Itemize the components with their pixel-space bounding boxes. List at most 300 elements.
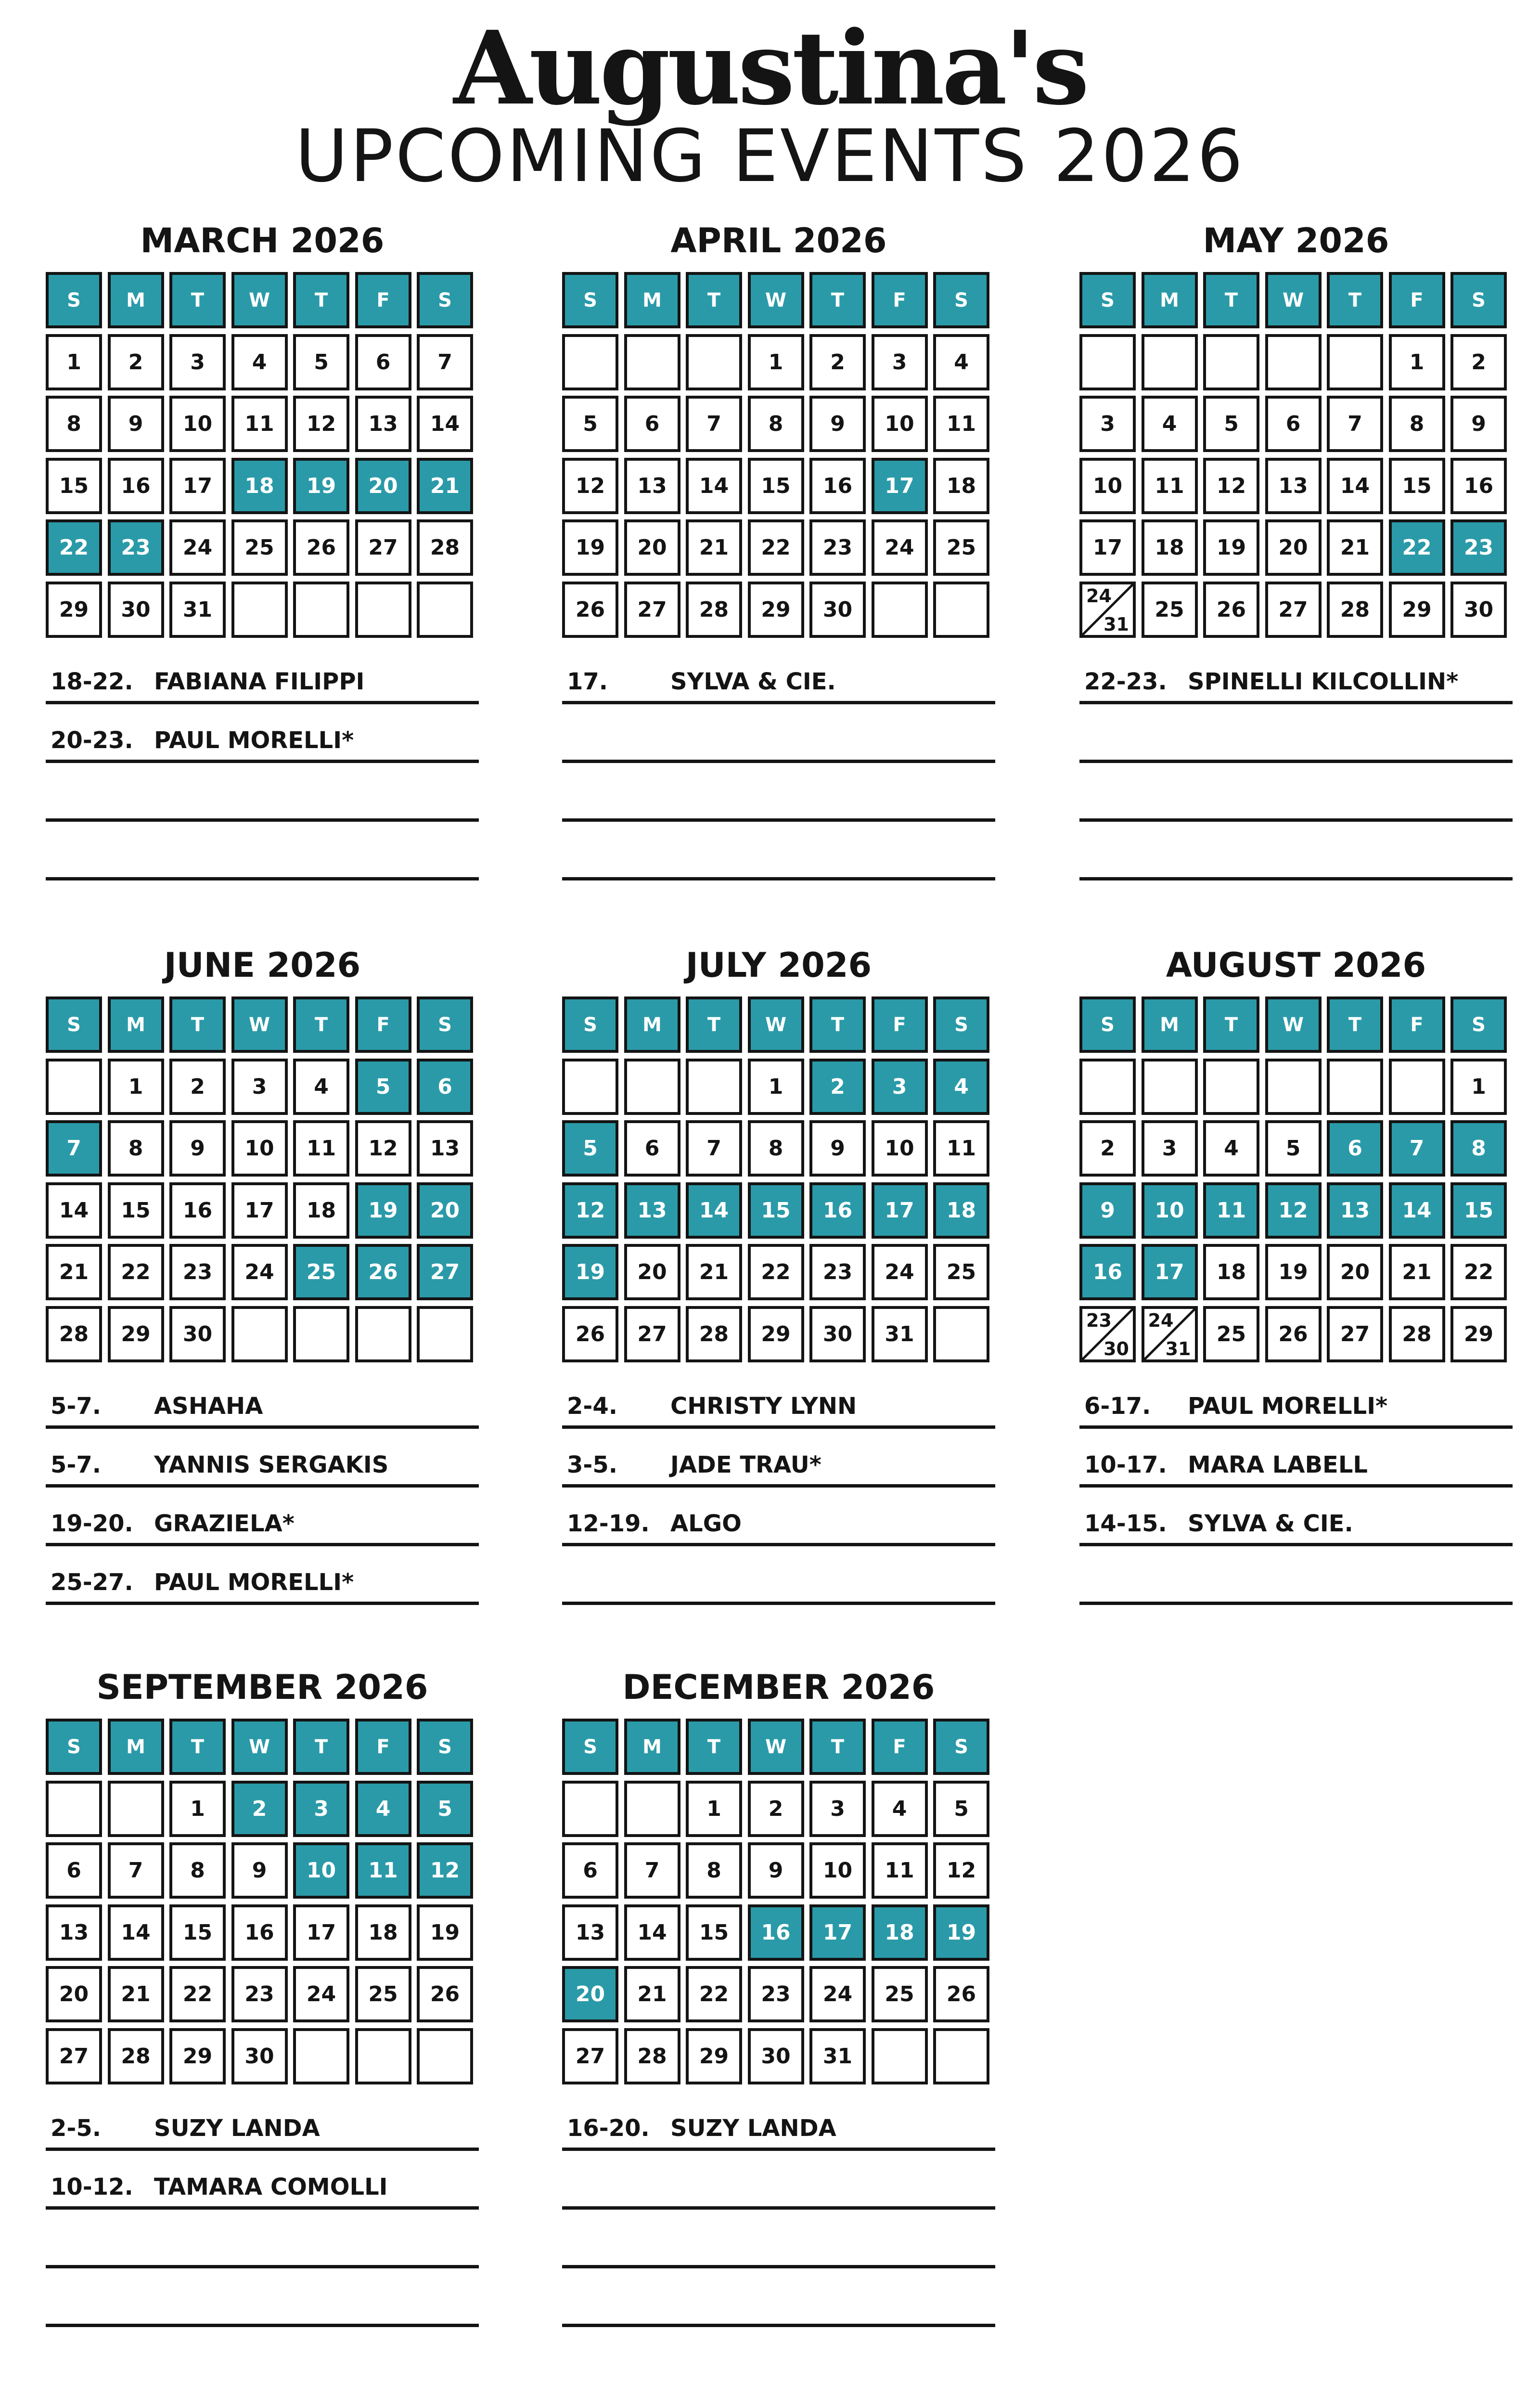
event-dates: 2-4. [567,1393,617,1420]
event-rule [46,1602,479,1605]
calendar-day[interactable]: 27 [355,519,411,576]
event-name: PAUL MORELLI* [154,727,354,754]
calendar-day[interactable]: 2 [169,1059,226,1115]
calendar-day[interactable]: 7 [624,1842,680,1899]
calendar-day[interactable]: 30 [809,1306,866,1362]
calendar-day[interactable]: 30 [108,582,164,638]
calendar-day[interactable]: 6 [1265,396,1322,452]
month-title: JUNE 2026 [164,945,361,985]
calendar-day[interactable]: 12 [417,1842,473,1899]
calendar-day[interactable]: 29 [108,1306,164,1362]
weekday-header: T [809,996,866,1053]
calendar-day[interactable]: 3 [1142,1120,1198,1177]
calendar-day[interactable]: 13 [1265,458,1322,514]
calendar-day[interactable]: 12 [562,458,618,514]
calendar-day[interactable]: 8 [686,1842,742,1899]
calendar-day[interactable]: 19 [355,1182,411,1239]
calendar-day[interactable]: 6 [46,1842,102,1899]
calendar-day[interactable]: 20 [46,1966,102,2022]
calendar-day[interactable]: 24 [231,1244,288,1300]
calendar-day[interactable]: 14 [417,396,473,452]
calendar-day[interactable]: 26 [293,519,349,576]
weekday-header: M [1142,996,1198,1053]
calendar-day[interactable]: 15 [169,1904,226,1961]
calendar-day[interactable]: 20 [1327,1244,1383,1300]
calendar-day-split[interactable] [1142,1306,1198,1362]
calendar-day[interactable]: 8 [108,1120,164,1177]
calendar-day[interactable]: 7 [1327,396,1383,452]
event-name: PAUL MORELLI* [154,1569,354,1596]
calendar-day[interactable]: 13 [1327,1182,1383,1239]
calendar-day[interactable]: 1 [46,334,102,390]
calendar-day[interactable]: 31 [809,2028,866,2084]
calendar-day[interactable]: 23 [108,519,164,576]
weekday-header: T [293,1719,349,1775]
calendar-day[interactable]: 12 [1203,458,1259,514]
calendar-day[interactable]: 22 [1450,1244,1507,1300]
event-rule [562,2206,995,2210]
weekday-header: T [686,996,742,1053]
weekday-header: S [46,272,102,328]
calendar-day-empty [46,1781,102,1837]
calendar-day[interactable]: 13 [624,1182,680,1239]
calendar-day[interactable]: 21 [624,1966,680,2022]
calendar-day-split[interactable] [1079,582,1136,638]
calendar-day[interactable]: 28 [417,519,473,576]
calendar-day[interactable]: 3 [169,334,226,390]
event-dates: 12-19. [567,1510,650,1537]
calendar-day[interactable]: 16 [809,1182,866,1239]
calendar-day[interactable]: 3 [872,334,928,390]
calendar-day[interactable]: 11 [355,1842,411,1899]
calendar-day[interactable]: 25 [355,1966,411,2022]
calendar-day[interactable]: 15 [46,458,102,514]
calendar-day[interactable]: 17 [169,458,226,514]
calendar-day[interactable]: 28 [1327,582,1383,638]
calendar-day[interactable]: 18 [293,1182,349,1239]
calendar-day[interactable]: 15 [748,458,804,514]
calendar-day[interactable]: 1 [1389,334,1445,390]
calendar-day[interactable]: 18 [933,458,989,514]
calendar-day[interactable]: 7 [686,396,742,452]
calendar-day[interactable]: 26 [562,1306,618,1362]
calendar-day[interactable]: 23 [169,1244,226,1300]
calendar-day[interactable]: 29 [1450,1306,1507,1362]
calendar-day[interactable]: 16 [809,458,866,514]
calendar-day[interactable]: 3 [872,1059,928,1115]
calendar-day[interactable]: 28 [46,1306,102,1362]
event-dates: 6-17. [1084,1393,1151,1420]
calendar-day[interactable]: 12 [1265,1182,1322,1239]
calendar-day[interactable]: 5 [1265,1120,1322,1177]
calendar-day[interactable]: 22 [108,1244,164,1300]
weekday-header: T [169,996,226,1053]
calendar-day[interactable]: 27 [1327,1306,1383,1362]
calendar-day[interactable]: 15 [686,1904,742,1961]
calendar-day[interactable]: 27 [46,2028,102,2084]
calendar-day[interactable]: 11 [293,1120,349,1177]
calendar-day[interactable]: 15 [108,1182,164,1239]
calendar-day[interactable]: 8 [1450,1120,1507,1177]
calendar-day[interactable]: 6 [562,1842,618,1899]
calendar-day[interactable]: 10 [872,396,928,452]
event-name: MARA LABELL [1188,1451,1368,1478]
calendar-day[interactable]: 19 [293,458,349,514]
calendar-day[interactable]: 18 [1203,1244,1259,1300]
calendar-day[interactable]: 19 [417,1904,473,1961]
calendar-day[interactable]: 4 [933,334,989,390]
calendar-day[interactable]: 4 [1142,396,1198,452]
event-rule [562,701,995,704]
calendar-day[interactable]: 17 [872,1182,928,1239]
calendar-day[interactable]: 21 [108,1966,164,2022]
calendar-day[interactable]: 17 [293,1904,349,1961]
event-rule [1079,818,1513,822]
calendar-day-empty [355,582,411,638]
calendar-day[interactable]: 23 [809,519,866,576]
calendar-day[interactable]: 10 [872,1120,928,1177]
calendar-day[interactable]: 25 [1203,1306,1259,1362]
calendar-day[interactable]: 22 [1389,519,1445,576]
calendar-day[interactable]: 11 [933,396,989,452]
calendar-day[interactable]: 17 [872,458,928,514]
calendar-day[interactable]: 28 [686,582,742,638]
event-name: SUZY LANDA [670,2115,836,2142]
calendar-day[interactable]: 25 [231,519,288,576]
calendar-day[interactable]: 16 [231,1904,288,1961]
calendar-day[interactable]: 14 [46,1182,102,1239]
calendar-day[interactable]: 29 [686,2028,742,2084]
calendar-day[interactable]: 19 [562,519,618,576]
calendar-day[interactable]: 12 [562,1182,618,1239]
calendar-day[interactable]: 24 [809,1966,866,2022]
calendar-day[interactable]: 2 [108,334,164,390]
calendar-day[interactable]: 9 [809,1120,866,1177]
calendar-day[interactable]: 29 [1389,582,1445,638]
calendar-day[interactable]: 16 [748,1904,804,1961]
calendar-day[interactable]: 10 [1142,1182,1198,1239]
calendar-day[interactable]: 1 [169,1781,226,1837]
weekday-header: F [1389,272,1445,328]
calendar-day[interactable]: 17 [1079,519,1136,576]
calendar-day[interactable]: 4 [872,1781,928,1837]
calendar-day[interactable]: 9 [108,396,164,452]
event-name: SYLVA & CIE. [1188,1510,1353,1537]
calendar-day[interactable]: 14 [686,1182,742,1239]
event-entry [1084,1392,1387,1421]
calendar-day[interactable]: 17 [231,1182,288,1239]
calendar-day[interactable]: 28 [624,2028,680,2084]
calendar-day[interactable]: 9 [1450,396,1507,452]
calendar-day[interactable]: 13 [624,458,680,514]
calendar-day[interactable]: 11 [1142,458,1198,514]
calendar-day-empty [1203,334,1259,390]
calendar-day[interactable]: 2 [809,1059,866,1115]
calendar-day[interactable]: 30 [748,2028,804,2084]
calendar-day[interactable]: 16 [169,1182,226,1239]
weekday-header: S [417,1719,473,1775]
calendar-day[interactable]: 27 [624,1306,680,1362]
event-rule [562,818,995,822]
brand-logo: Augustina's [453,9,1087,128]
weekday-header: W [231,272,288,328]
calendar-day[interactable]: 26 [933,1966,989,2022]
calendar-day[interactable]: 23 [809,1244,866,1300]
calendar-day-split[interactable] [1079,1306,1136,1362]
day-number: 24 [1086,585,1112,607]
calendar-day[interactable]: 12 [355,1120,411,1177]
calendar-day[interactable]: 8 [46,396,102,452]
calendar-day[interactable]: 9 [748,1842,804,1899]
calendar-day[interactable]: 19 [1265,1244,1322,1300]
calendar-day[interactable]: 5 [562,396,618,452]
calendar-day[interactable]: 21 [1327,519,1383,576]
calendar-day[interactable]: 11 [933,1120,989,1177]
calendar-day[interactable]: 28 [1389,1306,1445,1362]
calendar-day[interactable]: 26 [1203,582,1259,638]
calendar-day-empty [562,1059,618,1115]
event-rule [46,2265,479,2268]
calendar-day[interactable]: 10 [293,1842,349,1899]
calendar-day[interactable]: 8 [169,1842,226,1899]
calendar-day[interactable]: 14 [686,458,742,514]
calendar-day[interactable]: 25 [872,1966,928,2022]
calendar-day[interactable]: 16 [108,458,164,514]
calendar-day[interactable]: 15 [1389,458,1445,514]
calendar-day[interactable]: 26 [1265,1306,1322,1362]
calendar-day[interactable]: 30 [231,2028,288,2084]
calendar-day[interactable]: 22 [686,1966,742,2022]
calendar-day[interactable]: 26 [355,1244,411,1300]
calendar-day[interactable]: 10 [231,1120,288,1177]
calendar-day-empty [108,1781,164,1837]
calendar-day[interactable]: 23 [1450,519,1507,576]
month-title: MARCH 2026 [140,221,385,260]
calendar-day[interactable]: 4 [293,1059,349,1115]
calendar-day[interactable]: 2 [1450,334,1507,390]
calendar-day[interactable]: 20 [417,1182,473,1239]
calendar-day[interactable]: 10 [1079,458,1136,514]
calendar-day[interactable]: 31 [872,1306,928,1362]
calendar-day[interactable]: 15 [748,1182,804,1239]
calendar-day[interactable]: 2 [748,1781,804,1837]
event-rule [1079,701,1513,704]
calendar-day[interactable]: 6 [417,1059,473,1115]
calendar-day[interactable]: 22 [748,1244,804,1300]
calendar-day[interactable]: 14 [1327,458,1383,514]
calendar-day[interactable]: 3 [293,1781,349,1837]
calendar-day[interactable]: 7 [686,1120,742,1177]
calendar-day[interactable]: 5 [562,1120,618,1177]
calendar-day[interactable]: 4 [355,1781,411,1837]
calendar-day[interactable]: 29 [46,582,102,638]
weekday-header: S [933,272,989,328]
calendar-day[interactable]: 13 [355,396,411,452]
day-number: 24 [1148,1309,1174,1331]
event-rule [562,1425,995,1429]
calendar-day[interactable]: 18 [355,1904,411,1961]
calendar-day[interactable]: 3 [231,1059,288,1115]
calendar-day[interactable]: 8 [748,396,804,452]
calendar-day[interactable]: 30 [169,1306,226,1362]
calendar-day[interactable]: 18 [872,1904,928,1961]
calendar-day[interactable]: 21 [686,1244,742,1300]
calendar-day-empty [1079,334,1136,390]
event-rule [46,2148,479,2151]
event-name: SYLVA & CIE. [670,668,836,695]
calendar-day[interactable]: 19 [1203,519,1259,576]
weekday-header: F [355,272,411,328]
calendar-day[interactable]: 22 [748,519,804,576]
calendar-day[interactable]: 1 [748,1059,804,1115]
calendar-day[interactable]: 8 [1389,396,1445,452]
calendar-day[interactable]: 2 [809,334,866,390]
calendar-day[interactable]: 21 [686,519,742,576]
calendar-day[interactable]: 5 [355,1059,411,1115]
calendar-day[interactable]: 17 [809,1904,866,1961]
calendar-day[interactable]: 25 [933,519,989,576]
calendar-day[interactable]: 13 [562,1904,618,1961]
calendar-day[interactable]: 6 [624,1120,680,1177]
calendar-day[interactable]: 18 [1142,519,1198,576]
calendar-day-empty [624,1781,680,1837]
calendar-day[interactable]: 2 [1079,1120,1136,1177]
event-rule [46,1484,479,1488]
calendar-day[interactable]: 23 [748,1966,804,2022]
calendar-day[interactable]: 27 [417,1244,473,1300]
calendar-day[interactable]: 1 [1450,1059,1507,1115]
weekday-header: W [231,1719,288,1775]
calendar-day[interactable]: 6 [355,334,411,390]
calendar-day[interactable]: 22 [169,1966,226,2022]
day-number: 31 [1165,1338,1191,1359]
calendar-day[interactable]: 5 [1203,396,1259,452]
calendar-day[interactable]: 20 [355,458,411,514]
calendar-day[interactable]: 2 [231,1781,288,1837]
calendar-day[interactable]: 27 [1265,582,1322,638]
calendar-day[interactable]: 16 [1450,458,1507,514]
calendar-day[interactable]: 15 [1450,1182,1507,1239]
calendar-day[interactable]: 21 [417,458,473,514]
calendar-day[interactable]: 23 [231,1966,288,2022]
calendar-day[interactable]: 18 [231,458,288,514]
calendar-day[interactable]: 12 [293,396,349,452]
event-rule [562,877,995,880]
calendar-day[interactable]: 11 [1203,1182,1259,1239]
calendar-day[interactable]: 21 [46,1244,102,1300]
calendar-day[interactable]: 28 [686,1306,742,1362]
calendar-day[interactable]: 9 [809,396,866,452]
calendar-day[interactable]: 25 [933,1244,989,1300]
calendar-day[interactable]: 5 [417,1781,473,1837]
calendar-day[interactable]: 25 [293,1244,349,1300]
calendar-day[interactable]: 28 [108,2028,164,2084]
calendar-day[interactable]: 9 [1079,1182,1136,1239]
calendar-day[interactable]: 26 [417,1966,473,2022]
calendar-day[interactable]: 27 [562,2028,618,2084]
calendar-day[interactable]: 29 [169,2028,226,2084]
calendar-day[interactable]: 14 [108,1904,164,1961]
calendar-day[interactable]: 10 [809,1842,866,1899]
calendar-day[interactable]: 6 [1327,1120,1383,1177]
weekday-header: S [417,996,473,1053]
calendar-day[interactable]: 12 [933,1842,989,1899]
calendar-day[interactable]: 22 [46,519,102,576]
calendar-day[interactable]: 11 [872,1842,928,1899]
calendar-day-empty [231,1306,288,1362]
calendar-day[interactable]: 20 [624,1244,680,1300]
calendar-day[interactable]: 24 [872,1244,928,1300]
calendar-day[interactable]: 20 [562,1966,618,2022]
calendar-day[interactable]: 1 [748,334,804,390]
calendar-day[interactable]: 9 [231,1842,288,1899]
calendar-day[interactable]: 3 [1079,396,1136,452]
calendar-day[interactable]: 10 [169,396,226,452]
calendar-day[interactable]: 13 [46,1904,102,1961]
calendar-day[interactable]: 29 [748,582,804,638]
calendar-day[interactable]: 5 [933,1781,989,1837]
calendar-day[interactable]: 18 [933,1182,989,1239]
calendar-day[interactable]: 30 [809,582,866,638]
calendar-day[interactable]: 20 [624,519,680,576]
calendar-day[interactable]: 1 [686,1781,742,1837]
calendar-day[interactable]: 19 [562,1244,618,1300]
calendar-day[interactable]: 13 [417,1120,473,1177]
calendar-day[interactable]: 11 [231,396,288,452]
calendar-day[interactable]: 20 [1265,519,1322,576]
calendar-day[interactable]: 8 [748,1120,804,1177]
event-entry [51,1450,388,1479]
calendar-day[interactable]: 14 [1389,1182,1445,1239]
calendar-day[interactable]: 19 [933,1904,989,1961]
weekday-header: M [624,996,680,1053]
calendar-day[interactable]: 4 [231,334,288,390]
event-entry [1084,667,1458,696]
calendar-day[interactable]: 31 [169,582,226,638]
calendar-day[interactable]: 4 [1203,1120,1259,1177]
calendar-day[interactable]: 25 [1142,582,1198,638]
calendar-day[interactable]: 24 [293,1966,349,2022]
event-entry [51,667,364,696]
calendar-day[interactable]: 7 [1389,1120,1445,1177]
calendar-day[interactable]: 7 [108,1842,164,1899]
page-title: UPCOMING EVENTS 2026 [295,115,1245,198]
weekday-header: S [933,1719,989,1775]
calendar-day[interactable]: 29 [748,1306,804,1362]
calendar-day[interactable]: 4 [933,1059,989,1115]
calendar-day-empty [624,334,680,390]
calendar-day[interactable]: 7 [417,334,473,390]
calendar-day[interactable]: 14 [624,1904,680,1961]
calendar-day[interactable]: 3 [809,1781,866,1837]
event-rule [1079,1425,1513,1429]
calendar-day[interactable]: 5 [293,334,349,390]
calendar-day[interactable]: 30 [1450,582,1507,638]
calendar-day-empty [562,334,618,390]
calendar-day[interactable]: 17 [1142,1244,1198,1300]
calendar-day[interactable]: 16 [1079,1244,1136,1300]
calendar-day[interactable]: 24 [872,519,928,576]
calendar-day[interactable]: 26 [562,582,618,638]
calendar-day[interactable]: 9 [169,1120,226,1177]
calendar-day[interactable]: 7 [46,1120,102,1177]
calendar-day[interactable]: 1 [108,1059,164,1115]
calendar-day[interactable]: 21 [1389,1244,1445,1300]
calendar-day[interactable]: 27 [624,582,680,638]
calendar-day[interactable]: 6 [624,396,680,452]
weekday-header: S [46,996,102,1053]
calendar-day[interactable]: 24 [169,519,226,576]
